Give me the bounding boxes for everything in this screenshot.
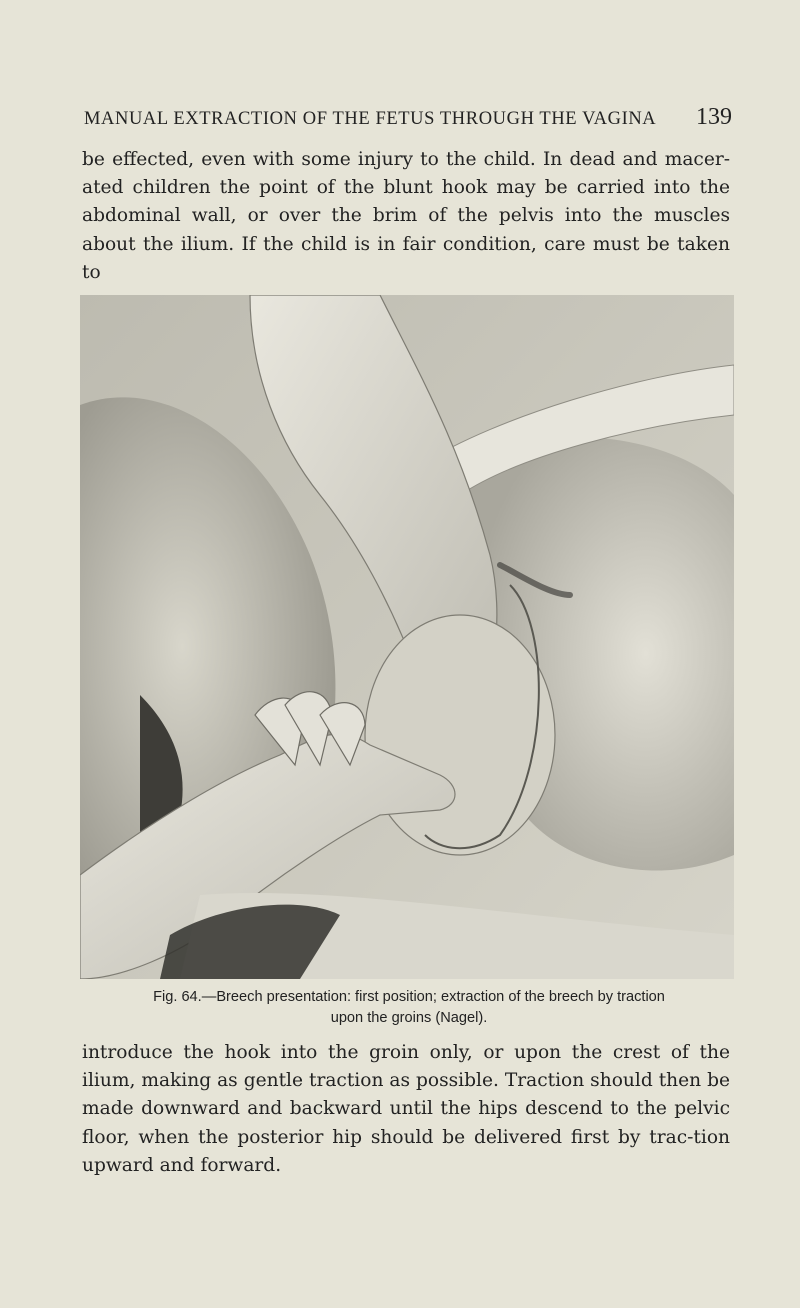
figure-caption [82,987,736,1029]
caption-line-1: Fig. 64.—Breech presentation: first position; extraction of the breech by traction [153,989,665,1005]
breech-extraction-illustration [80,295,734,979]
paragraph-before-figure [82,146,730,287]
figure-illustration [80,295,734,979]
paragraph-after-figure [82,1039,730,1180]
paragraph-text: be effected, even with some injury to the child. In dead and macer-ated children the point of the blunt hook may be carried into the abdominal wall, or over the brim of the pelvis into the muscles about the ilium. If the child is in fair condition, care must be taken to [82,149,730,283]
caption-line-2: upon the groins (Nagel). [330,1010,488,1026]
running-title: MANUAL EXTRACTION OF THE FETUS THROUGH THE VAGINA [84,109,657,129]
paragraph-text: introduce the hook into the groin only, or upon the crest of the ilium, making as gentle traction as possible. Traction should then be made downward and backward until the hips descend to the pelvic floor, when the posterior hip should be delivered first by trac-tion upward and forward. [82,1042,730,1176]
page-number: 139 [696,104,732,130]
running-head [84,104,732,131]
